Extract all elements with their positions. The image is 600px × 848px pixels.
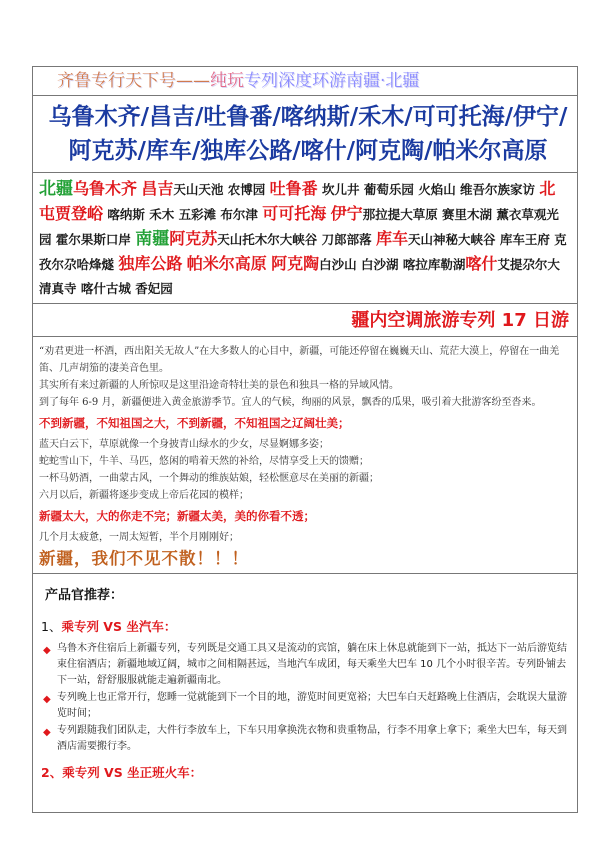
city-urumqi: 乌鲁木齐 (73, 179, 138, 198)
intro-paragraph: 蓝天白云下，草原就像一个身披青山绿水的少女，尽显婀娜多姿； (39, 439, 329, 450)
sights-kanas: 喀纳斯 禾木 五彩滩 布尔津 (107, 207, 258, 222)
intro-red-heading: 新疆太大，大的你走不完；新疆太美，美的你看不透； (39, 509, 315, 523)
sights-kuqa: 天山神秘大峡谷 库车王府 克孜尔尕哈烽燧 (39, 232, 567, 272)
south-xinjiang-label: 南疆 (135, 229, 170, 249)
tour-subtitle: 疆内空调旅游专列 17 日游 (32, 303, 578, 336)
section-title: 乘专列 VS 坐汽车： (61, 619, 177, 634)
intro-paragraph: 蛇蛇雪山下，牛羊、马匹，悠闲的啃着天然的补给，尽情享受上天的馈赠； (39, 456, 369, 467)
list-item-text: 专列跟随我们团队走，大件行李放车上，下车只用拿换洗衣物和贵重物品，行李不用拿上拿下；乘坐大巴车，每天到酒店需要搬行李。 (57, 725, 567, 752)
intro-text-block (32, 336, 578, 573)
brochure-sheet (32, 66, 578, 813)
city-kashgar: 喀什 (465, 254, 498, 273)
section-number: 1、 (41, 619, 62, 634)
city-beitun: 北屯贾登峪 (39, 179, 556, 223)
sights-aksu: 天山托木尔大峡谷 刀郎部落 (217, 232, 372, 247)
sights-aketao: 白沙山 白沙湖 喀拉库勒湖 (319, 257, 466, 272)
sights-changji: 天山天池 农博园 (173, 182, 266, 197)
list-item (41, 690, 569, 722)
intro-closing-slogan: 新疆，我们不见不散！！！ (39, 549, 249, 568)
header-banner (32, 66, 578, 95)
city-aksu: 阿克苏 (169, 229, 218, 248)
list-item (41, 723, 569, 755)
list-item-text: 乌鲁木齐住宿后上新疆专列，专列既是交通工具又是流动的宾馆，躺在床上休息就能到下一站，抵达下一站后游览结束住宿酒店；新疆地域辽阔，城市之间相隔甚远，当地汽车成团，每天乘坐大巴车 10 几个小时很辛苦。专列卧铺去下一站，舒舒服服就能走遍新疆南北。 (57, 643, 567, 686)
pamir-plateau: 帕米尔高原 (186, 254, 267, 273)
banner-text-4: 专列深度环游南疆·北疆 (244, 71, 420, 91)
intro-red-heading: 不到新疆，不知祖国之大，不到新疆，不知祖国之辽阔壮美； (39, 416, 350, 430)
list-item-text: 专列晚上也正常开行，您睡一觉就能到下一个目的地，游览时间更宽裕；大巴车白天赶路晚上住酒店，会耽误大量游览时间； (57, 692, 567, 719)
intro-paragraph: 一杯马奶酒，一曲蒙古风，一个舞动的维族姑娘，轻松惬意尽在美丽的新疆； (39, 473, 379, 484)
intro-paragraph: 六月以后，新疆将逐步变成上帝后花园的模样； (39, 490, 249, 501)
city-kuqa: 库车 (375, 229, 408, 248)
city-koktokay: 可可托海 (262, 204, 327, 223)
intro-paragraph: 到了每年 6-9 月，新疆便进入黄金旅游季节。宜人的气候，绚丽的风景，飘香的瓜果，吸引着大批游客纷至沓来。 (39, 397, 542, 408)
route-line-1: 乌鲁木齐/昌吉/吐鲁番/喀纳斯/禾木/可可托海/伊宁/ (48, 104, 568, 130)
diamond-bullet-icon: ◆ (43, 727, 51, 738)
diamond-bullet-icon: ◆ (43, 645, 51, 656)
sights-turpan: 坎儿井 葡萄乐园 火焰山 维吾尔族家访 (321, 182, 536, 197)
banner-text-2: 纯 (210, 71, 227, 91)
list-item (41, 641, 569, 689)
city-aketao: 阿克陶 (271, 254, 320, 273)
route-line-2: 阿克苏/库车/独库公路/喀什/阿克陶/帕米尔高原 (68, 138, 548, 164)
duku-highway: 独库公路 (118, 254, 183, 273)
comparison-list (41, 641, 569, 755)
section-title: 乘专列 VS 坐正班火车： (62, 765, 203, 780)
city-turpan: 吐鲁番 (269, 179, 318, 198)
city-yining: 伊宁 (330, 204, 363, 223)
north-xinjiang-label: 北疆 (39, 179, 73, 199)
banner-text-1: 齐鲁专行天下号—— (57, 71, 210, 91)
city-list (32, 172, 578, 303)
intro-paragraph: 其实所有来过新疆的人所惊叹是这里沿途奇特壮美的景色和独具一格的异域风情。 (39, 380, 399, 391)
city-changji: 昌吉 (141, 179, 174, 198)
section-heading-2 (41, 763, 569, 781)
route-title (32, 95, 578, 172)
product-recommendation (32, 573, 578, 813)
section-heading-1 (41, 617, 569, 635)
banner-text-3: 玩 (227, 71, 244, 91)
sights-kashgar: 艾提尕尔大清真寺 喀什古城 香妃园 (39, 257, 560, 296)
diamond-bullet-icon: ◆ (43, 694, 51, 705)
intro-paragraph: 几个月太疲惫，一周太短暂，半个月刚刚好； (39, 532, 239, 543)
recommendation-title: 产品官推荐： (45, 588, 124, 603)
section-number: 2、 (41, 765, 63, 780)
intro-paragraph: “劝君更进一杯酒，西出阳关无故人”在大多数人的心目中，新疆，可能还停留在巍巍天山、荒茫大漠上，停留在一曲羌笛、几声胡笳的凄美音色里。 (39, 346, 560, 374)
sights-yining: 那拉提大草原 赛里木湖 薰衣草观光园 霍尔果斯口岸 (39, 207, 559, 247)
